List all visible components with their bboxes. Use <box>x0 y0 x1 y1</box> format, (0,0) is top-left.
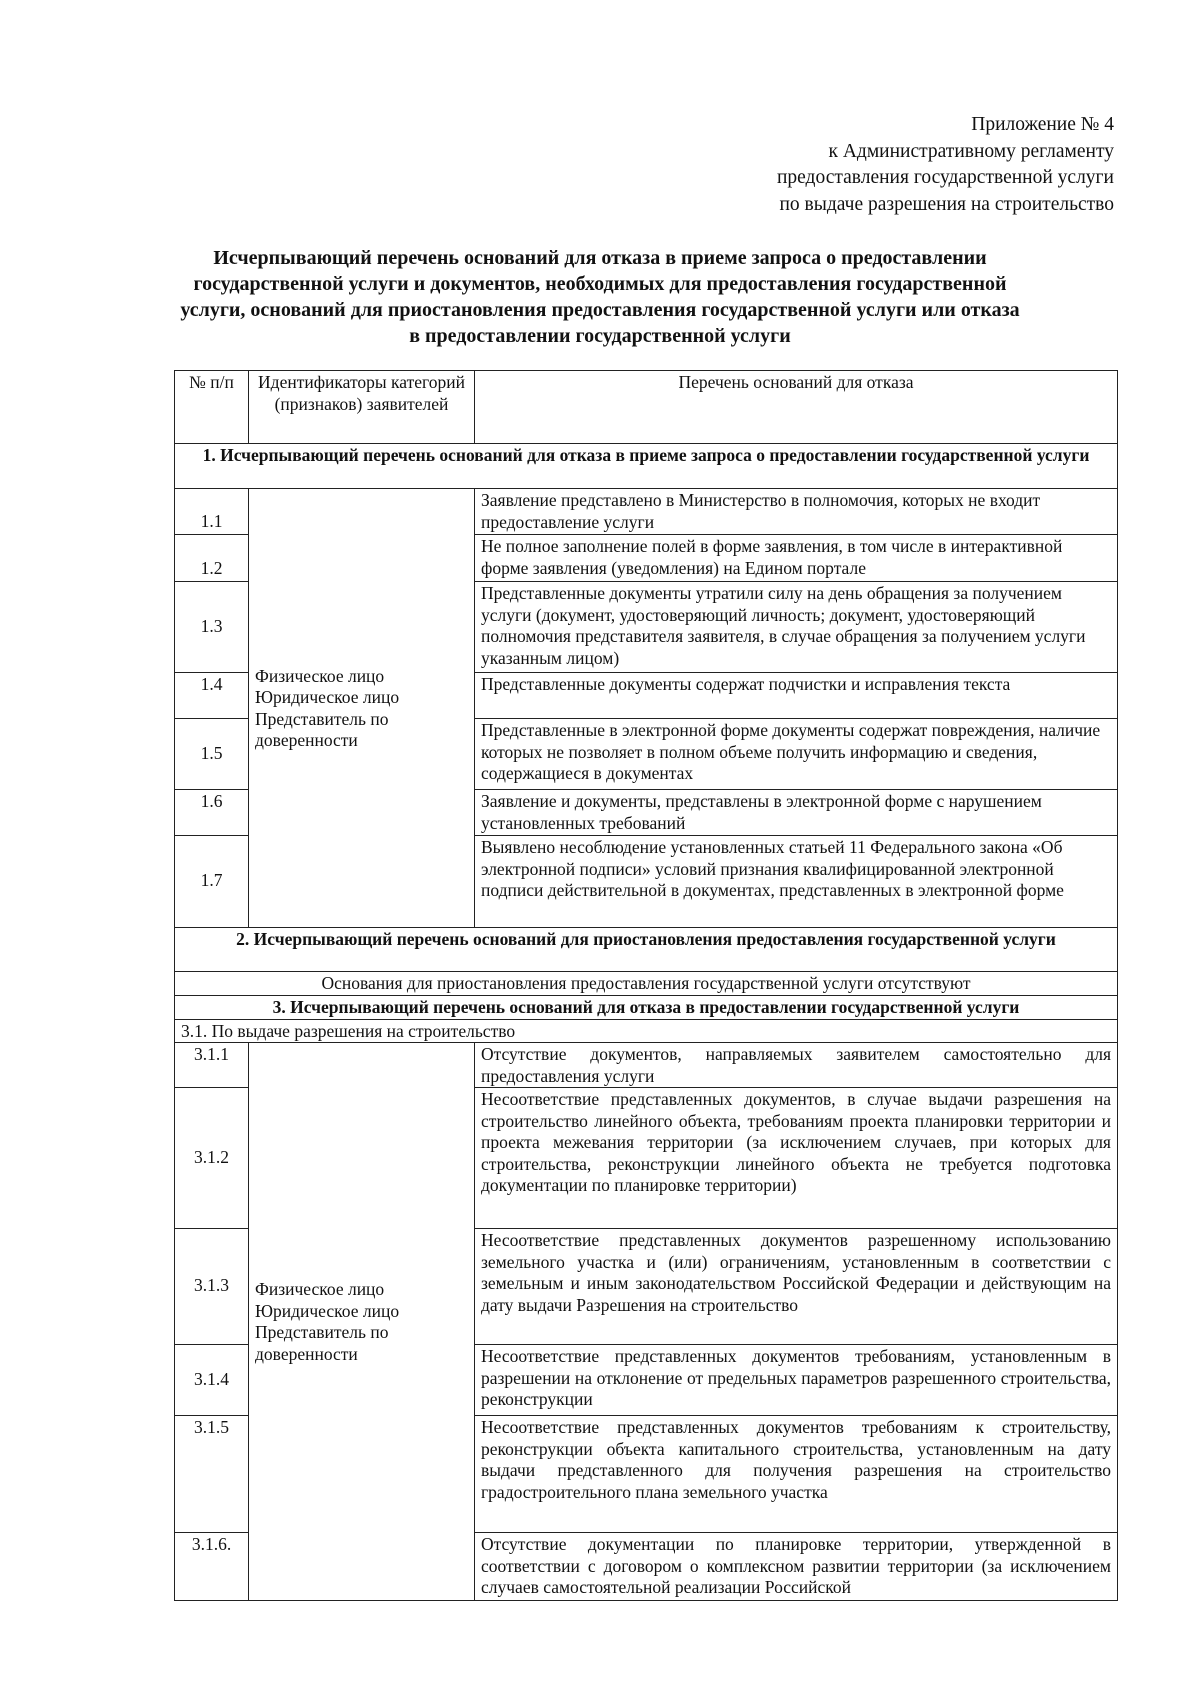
category-line: Представитель по доверенности <box>255 1322 389 1364</box>
section-3-title: 3. Исчерпывающий перечень оснований для отказа в предоставлении государственной услуги <box>175 995 1118 1019</box>
row-number: 3.1.6. <box>175 1533 249 1601</box>
row-number: 1.6 <box>175 790 249 836</box>
row-number: 1.1 <box>175 489 249 535</box>
reason-text: Представленные документы содержат подчистки и исправления текста <box>475 673 1118 719</box>
category-line: Физическое лицо <box>255 1279 385 1299</box>
reason-text: Не полное заполнение полей в форме заявления, в том числе в интерактивной форме заявления (уведомления) на Едином портале <box>475 535 1118 582</box>
table-header-row <box>175 371 1118 444</box>
section-2-title: 2. Исчерпывающий перечень оснований для приостановления предоставления государственной услуги <box>175 928 1118 972</box>
row-number: 3.1.1 <box>175 1043 249 1088</box>
section-1-title-row <box>175 444 1118 489</box>
category-line: Физическое лицо <box>255 665 385 686</box>
row-number: 3.1.4 <box>175 1345 249 1416</box>
row-number: 1.3 <box>175 582 249 673</box>
row-number: 1.4 <box>175 673 249 719</box>
appendix-note <box>777 112 1114 218</box>
section-2-note: Основания для приостановления предоставления государственной услуги отсутствуют <box>175 972 1118 996</box>
reason-text: Отсутствие документов, направляемых заявителем самостоятельно для предоставления услуги <box>475 1043 1118 1088</box>
title-line-1: Исчерпывающий перечень оснований для отказа в приеме запроса о предоставлении <box>213 247 987 269</box>
appendix-line-2: к Административному регламенту <box>828 140 1114 162</box>
section-2-note-row <box>175 972 1118 996</box>
section-1-title: 1. Исчерпывающий перечень оснований для отказа в приеме запроса о предоставлении государственной услуги <box>175 444 1118 489</box>
section-3-title-row <box>175 995 1118 1019</box>
title-line-3: услуги, оснований для приостановления предоставления государственной услуги или отказа <box>180 299 1020 321</box>
section-3-subtitle: 3.1. По выдаче разрешения на строительство <box>175 1019 1118 1043</box>
title-line-4: в предоставлении государственной услуги <box>409 325 791 347</box>
row-number: 1.7 <box>175 836 249 928</box>
reason-text: Несоответствие представленных документов требованиям, установленным в разрешении на отклонение от предельных параметров разрешенного строительства, реконструкции <box>475 1345 1118 1416</box>
row-number: 3.1.3 <box>175 1229 249 1345</box>
category-line: Представитель по доверенности <box>255 708 389 750</box>
reason-text: Представленные документы утратили силу на день обращения за получением услуги (документ, удостоверяющий личность; документ, удостоверяющий полномочия представителя заявителя, в случае обращения за получением услуги указанным лицом) <box>475 582 1118 673</box>
applicant-category-3 <box>249 1043 475 1601</box>
row-number: 1.2 <box>175 535 249 582</box>
header-reasons: Перечень оснований для отказа <box>475 371 1118 444</box>
reason-text: Несоответствие представленных документов разрешенному использованию земельного участка и (или) ограничениям, установленным в соответствии с земельным и иным законодательством Российской Федерации и действующим на дату выдачи Разрешения на строительство <box>475 1229 1118 1345</box>
document-title <box>160 245 1040 349</box>
category-line: Юридическое лицо <box>255 687 400 707</box>
table-row <box>175 489 1118 535</box>
category-line: Юридическое лицо <box>255 1300 400 1321</box>
table-row <box>175 1043 1118 1088</box>
reason-text: Заявление и документы, представлены в электронной форме с нарушением установленных требований <box>475 790 1118 836</box>
appendix-line-1: Приложение № 4 <box>971 114 1114 135</box>
row-number: 3.1.2 <box>175 1088 249 1229</box>
reason-text: Выявлено несоблюдение установленных статьей 11 Федерального закона «Об электронной подписи» условий признания квалифицированной электронной подписи действительной в документах, представленных в электронной форме <box>475 836 1118 928</box>
reason-text: Представленные в электронной форме документы содержат повреждения, наличие которых не позволяет в полном объеме получить информацию и сведения, содержащиеся в документах <box>475 719 1118 790</box>
header-num: № п/п <box>175 371 249 444</box>
reason-text: Несоответствие представленных документов, в случае выдачи разрешения на строительство линейного объекта, требованиям проекта планировки территории и проекта межевания территории (за исключением случаев, при которых для строительства, реконструкции линейного объекта не требуется подготовка документации по планировке территории) <box>475 1088 1118 1229</box>
appendix-line-3: предоставления государственной услуги <box>776 167 1114 188</box>
row-number: 3.1.5 <box>175 1416 249 1533</box>
reason-text: Отсутствие документации по планировке территории, утвержденной в соответствии с договором о комплексном развитии территории (за исключением случаев самостоятельной реализации Российской <box>475 1533 1118 1601</box>
section-3-subtitle-row <box>175 1019 1118 1043</box>
header-identifiers: Идентификаторы категорий (признаков) заявителей <box>249 371 475 444</box>
appendix-line-4: по выдаче разрешения на строительство <box>779 193 1114 215</box>
grounds-table <box>174 370 1118 1601</box>
title-line-2: государственной услуги и документов, необходимых для предоставления государственной <box>193 273 1007 295</box>
section-2-title-row <box>175 928 1118 972</box>
applicant-category-1 <box>249 489 475 928</box>
row-number: 1.5 <box>175 719 249 790</box>
reason-text: Несоответствие представленных документов требованиям к строительству, реконструкции объекта капитального строительства, установленным на дату выдачи представленного для получения разрешения на строительство градостроительного плана земельного участка <box>475 1416 1118 1533</box>
reason-text: Заявление представлено в Министерство в полномочия, которых не входит предоставление услуги <box>475 489 1118 535</box>
